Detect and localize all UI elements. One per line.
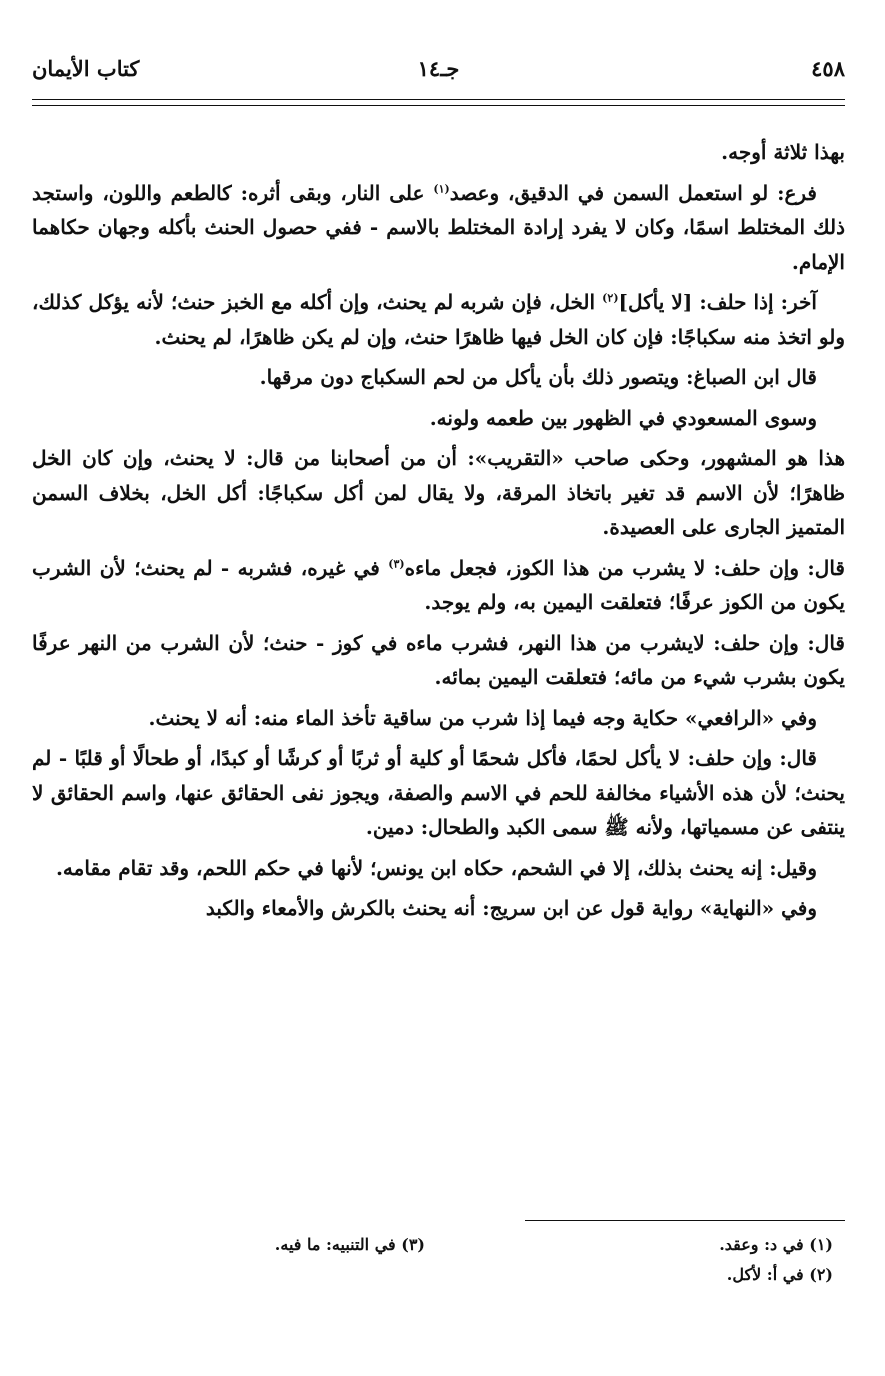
text-run: آخر: إذا حلف: [لا يأكل] [618, 290, 817, 314]
footnote-ref: (٢) [602, 291, 619, 305]
paragraph [32, 176, 845, 280]
main-text [32, 135, 845, 932]
header-rule [32, 99, 845, 100]
header-rule-double [32, 105, 845, 106]
paragraph: وسوى المسعودي في الظهور بين طعمه ولونه. [429, 405, 817, 430]
running-header [32, 52, 845, 94]
book-title: كتاب الأيمان [32, 56, 140, 81]
paragraph: هذا هو المشهور، وحكى صاحب «التقريب»: أن من أصحابنا من قال: لا يحنث، وإن كان الخل ظاهرًا؛ لأن الاسم قد تغير باتخاذ المرقة، ولا يقال لمن أكل سكباجًا: أكل الخل، بخلاف السمن المتميز الجارى على العصيدة. [32, 446, 845, 539]
text-run: الخل، فإن شربه لم يحنث، وإن أكله مع الخبز حنث؛ لأنه يؤكل كذلك، ولو اتخذ منه سكباجًا: فإن كان الخل فيها ظاهرًا حنث، وإن لم يكن ظاهرًا، لم يحنث. [32, 290, 845, 349]
paragraph [32, 285, 845, 354]
paragraph: وقيل: إنه يحنث بذلك، إلا في الشحم، حكاه ابن يونس؛ لأنها في حكم اللحم، وقد تقام مقامه. [55, 855, 817, 880]
paragraph: قال ابن الصباغ: ويتصور ذلك بأن يأكل من لحم السكباج دون مرقها. [259, 365, 817, 389]
paragraph: وفي «الرافعي» حكاية وجه فيما إذا شرب من ساقية تأخذ الماء منه: أنه لا يحنث. [148, 705, 817, 730]
page-number: ٤٥٨ [811, 56, 845, 81]
text-run: على النار، وبقى أثره: كالطعم واللون، واستجد ذلك المختلط اسمًا، وكان لا يفرد إرادة المختلط بالاسم - ففي حصول الحنث بأكله وجهان حكاهما الإمام. [32, 180, 845, 274]
footnote-2: (٢) في أ: لأكل. [726, 1265, 833, 1284]
paragraph: قال: وإن حلف: لا يأكل لحمًا، فأكل شحمًا أو كلية أو ثربًا أو كرشًا أو كبدًا، أو طحالًا أو قلبًا - لم يحنث؛ لأن هذه الأشياء مخالفة للحم في الاسم والصفة، ويجوز نفى الحقائق عنها، واسم الحقائق لا ينتفى عن مسمياتها، ولأنه ﷺ سمى الكبد والطحال: دمين. [32, 746, 845, 839]
footnote-ref: (٣) [388, 556, 405, 570]
paragraph: وفي «النهاية» رواية قول عن ابن سريج: أنه يحنث بالكرش والأمعاء والكبد [205, 896, 817, 920]
paragraph: قال: وإن حلف: لايشرب من هذا النهر، فشرب ماءه في كوز - حنث؛ لأن الشرب من النهر عرفًا يكون بشرب شيء من مائه؛ فتعلقت اليمين بمائه. [32, 630, 845, 689]
footnote-1: (١) في د: وعقد. [719, 1235, 833, 1254]
text-run: في غيره، فشربه - لم يحنث؛ لأن الشرب يكون من الكوز عرفًا؛ فتعلقت اليمين به، ولم يوجد. [32, 555, 845, 614]
text-run: قال: وإن حلف: لا يشرب من هذا الكوز، فجعل ماءه [404, 555, 845, 580]
footnote-rule [525, 1220, 845, 1221]
paragraph [32, 551, 845, 620]
footnote-3: (٣) في التنبيه: ما فيه. [274, 1235, 425, 1254]
paragraph: بهذا ثلاثة أوجه. [721, 140, 845, 164]
volume-number: جـ١٤ [417, 56, 460, 81]
text-run: فرع: لو استعمل السمن في الدقيق، وعصد [449, 180, 817, 205]
footnote-ref: (١) [433, 181, 450, 195]
